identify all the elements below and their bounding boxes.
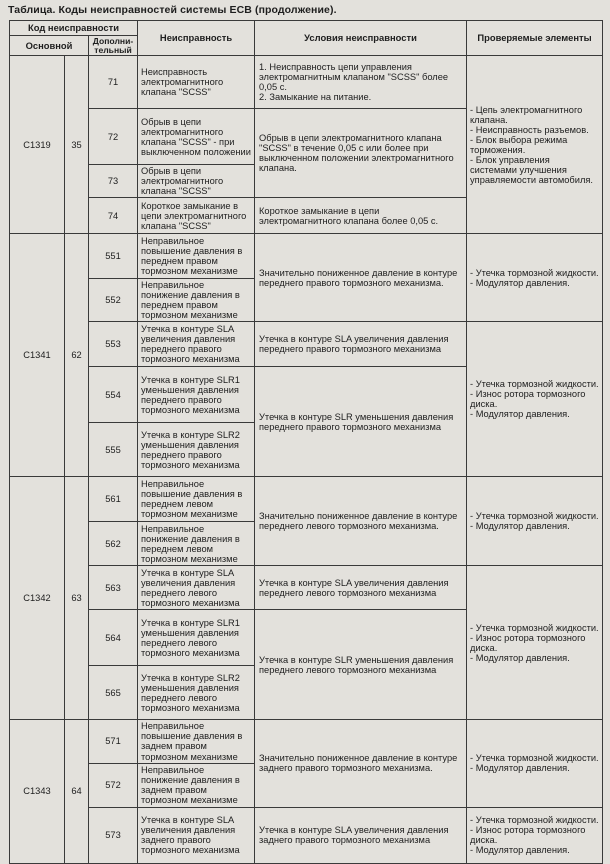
main-code-number: 62 (65, 234, 89, 477)
main-code: C1341 (10, 234, 65, 477)
sub-code: 562 (89, 522, 138, 566)
fault-text: Обрыв в цепи электромагнитного клапана "SCSS" - при выключенном положении (138, 109, 255, 165)
condition-text: Утечка в контуре SLA увеличения давления переднего правого тормозного механизма (255, 322, 467, 367)
fault-text: Утечка в контуре SLA увеличения давления переднего правого тормозного механизма (138, 322, 255, 367)
table-row (10, 720, 603, 763)
table-row (10, 56, 603, 109)
sub-code: 72 (89, 109, 138, 165)
condition-text: Утечка в контуре SLA увеличения давления заднего правого тормозного механизма (255, 807, 467, 863)
fault-text: Неправильное понижение давления в переднем левом тормозном механизме (138, 522, 255, 566)
table-row (10, 322, 603, 367)
condition-text: Обрыв в цепи электромагнитного клапана "SCSS" в течение 0,05 с или более при выключенном положении электромагнитного клапана. (255, 109, 467, 198)
sub-code: 555 (89, 423, 138, 477)
header-conditions: Условия неисправности (255, 21, 467, 56)
fault-text: Неправильное повышение давления в переднем правом тормозном механизме (138, 234, 255, 279)
condition-text: Значительно пониженное давление в контуре переднего правого тормозного механизма. (255, 234, 467, 322)
header-additional: Дополни-тельный (89, 36, 138, 56)
sub-code: 74 (89, 198, 138, 234)
condition-text: Утечка в контуре SLR уменьшения давления переднего левого тормозного механизма (255, 610, 467, 720)
checked-elements: - Утечка тормозной жидкости. - Модулятор давления. (467, 477, 603, 566)
sub-code: 571 (89, 720, 138, 763)
header-fault: Неисправность (138, 21, 255, 56)
fault-text: Неисправность электромагнитного клапана "SCSS" (138, 56, 255, 109)
fault-text: Неправильное повышение давления в переднем левом тормозном механизме (138, 477, 255, 522)
fault-text: Утечка в контуре SLR2 уменьшения давления переднего правого тормозного механизма (138, 423, 255, 477)
checked-elements: - Утечка тормозной жидкости. - Модулятор давления. (467, 234, 603, 322)
condition-text: 1. Неисправность цепи управления электромагнитным клапаном "SCSS" более 0,05 с. 2. Замыкание на питание. (255, 56, 467, 109)
sub-code: 551 (89, 234, 138, 279)
fault-text: Утечка в контуре SLA увеличения давления заднего правого тормозного механизма (138, 807, 255, 863)
checked-elements: - Утечка тормозной жидкости. - Модулятор давления. (467, 720, 603, 807)
sub-code: 561 (89, 477, 138, 522)
condition-text: Утечка в контуре SLR уменьшения давления переднего правого тормозного механизма (255, 367, 467, 477)
fault-text: Утечка в контуре SLA увеличения давления переднего левого тормозного механизма (138, 566, 255, 610)
table-row (10, 807, 603, 863)
main-code-number: 35 (65, 56, 89, 234)
fault-text: Утечка в контуре SLR2 уменьшения давления переднего левого тормозного механизма (138, 666, 255, 720)
fault-code-table (9, 20, 603, 864)
sub-code: 554 (89, 367, 138, 423)
main-code: C1343 (10, 720, 65, 863)
header-checked: Проверяемые элементы (467, 21, 603, 56)
main-code: C1342 (10, 477, 65, 720)
fault-text: Утечка в контуре SLR1 уменьшения давления переднего правого тормозного механизма (138, 367, 255, 423)
fault-text: Утечка в контуре SLR1 уменьшения давления переднего левого тормозного механизма (138, 610, 255, 666)
checked-elements: - Утечка тормозной жидкости. - Износ ротора тормозного диска. - Модулятор давления. (467, 322, 603, 477)
checked-elements: - Утечка тормозной жидкости. - Износ ротора тормозного диска. - Модулятор давления. (467, 807, 603, 863)
table-row (10, 566, 603, 610)
condition-text: Значительно пониженное давление в контуре переднего левого тормозного механизма. (255, 477, 467, 566)
fault-text: Обрыв в цепи электромагнитного клапана "SCSS" (138, 165, 255, 198)
table-title: Таблица. Коды неисправностей системы ECB (продолжение). (8, 4, 337, 16)
main-code-number: 63 (65, 477, 89, 720)
checked-elements: - Цепь электромагнитного клапана. - Неисправность разъемов. - Блок выбора режима торможения. - Блок управления системами улучшения управляемости автомобиля. (467, 56, 603, 234)
fault-text: Неправильное понижение давления в заднем правом тормозном механизме (138, 763, 255, 807)
table-row (10, 234, 603, 279)
sub-code: 564 (89, 610, 138, 666)
condition-text: Значительно пониженное давление в контуре заднего правого тормозного механизма. (255, 720, 467, 807)
sub-code: 563 (89, 566, 138, 610)
table-row (10, 477, 603, 522)
checked-elements: - Утечка тормозной жидкости. - Износ ротора тормозного диска. - Модулятор давления. (467, 566, 603, 720)
sub-code: 573 (89, 807, 138, 863)
sub-code: 552 (89, 279, 138, 322)
sub-code: 73 (89, 165, 138, 198)
sub-code: 565 (89, 666, 138, 720)
header-main: Основной (10, 36, 89, 56)
header-code-group: Код неисправности (10, 21, 138, 36)
sub-code: 572 (89, 763, 138, 807)
fault-text: Неправильное понижение давления в переднем правом тормозном механизме (138, 279, 255, 322)
sub-code: 71 (89, 56, 138, 109)
main-code-number: 64 (65, 720, 89, 863)
fault-text: Неправильное повышение давления в заднем правом тормозном механизме (138, 720, 255, 763)
condition-text: Короткое замыкание в цепи электромагнитного клапана более 0,05 с. (255, 198, 467, 234)
condition-text: Утечка в контуре SLA увеличения давления переднего левого тормозного механизма (255, 566, 467, 610)
main-code: C1319 (10, 56, 65, 234)
fault-text: Короткое замыкание в цепи электромагнитного клапана "SCSS" (138, 198, 255, 234)
sub-code: 553 (89, 322, 138, 367)
